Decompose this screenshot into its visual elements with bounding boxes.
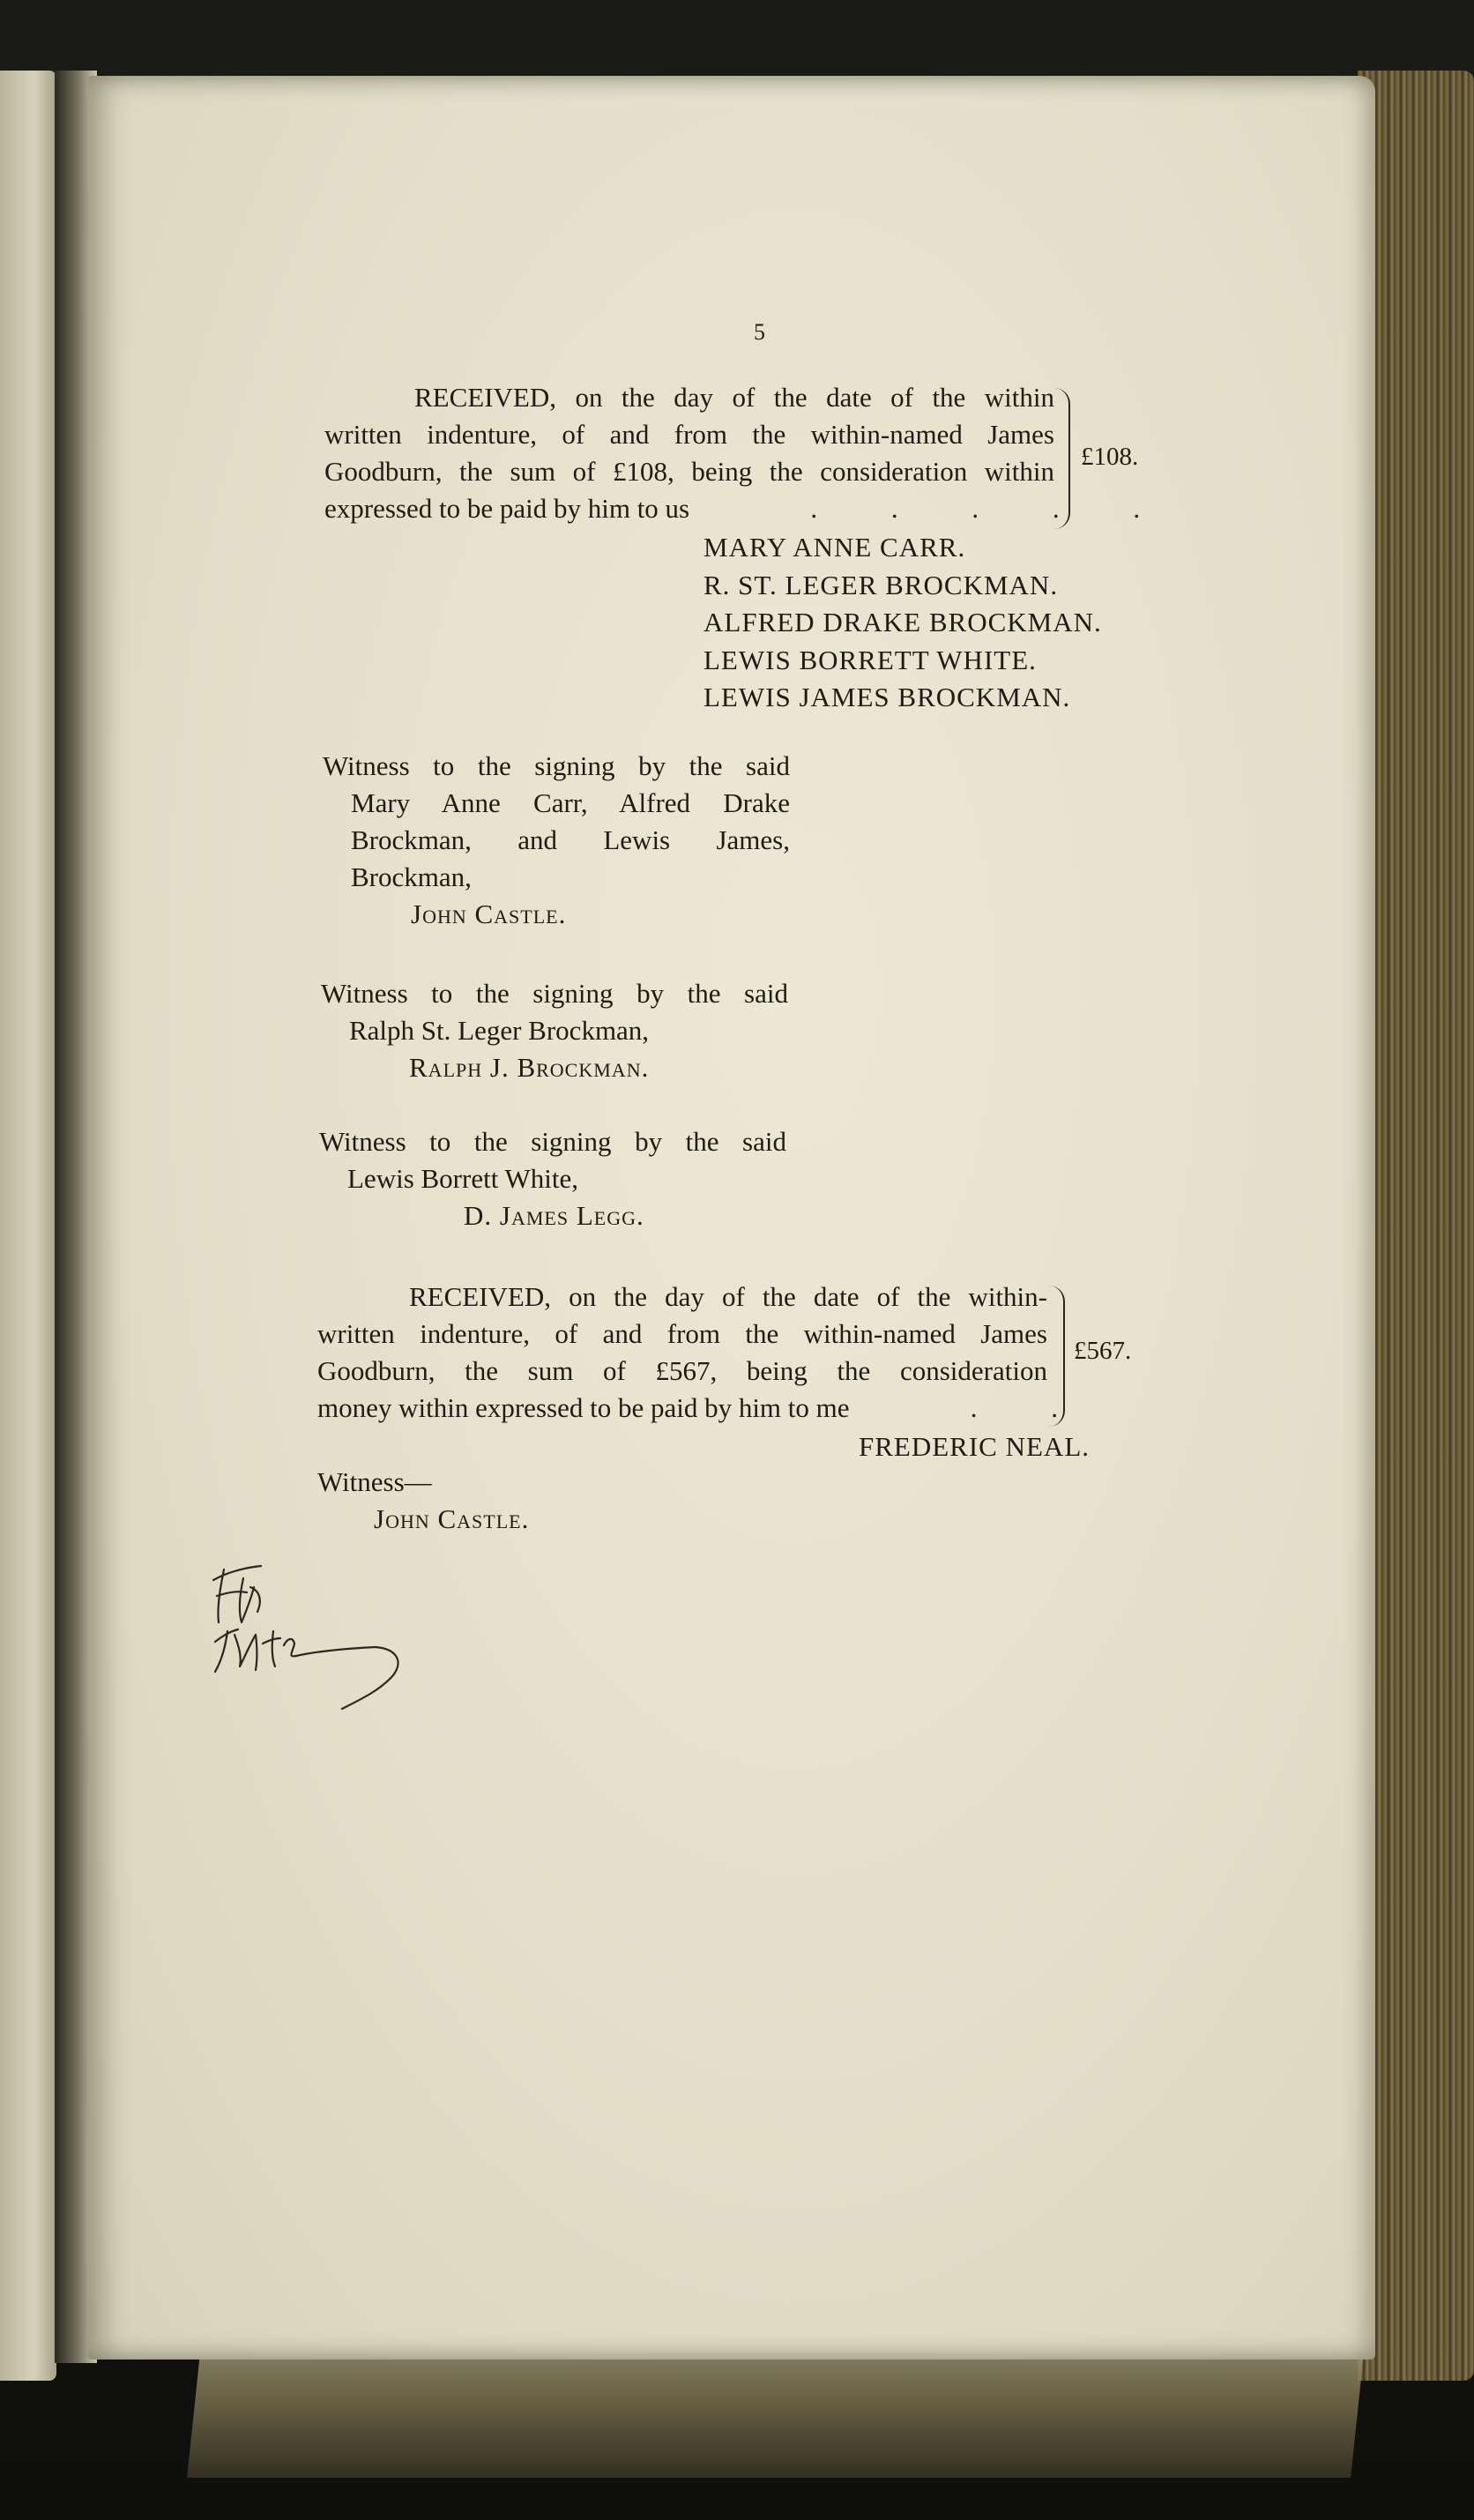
witness-b-line-1: Witness to the signing by the said xyxy=(321,978,788,1009)
signatory: FREDERIC NEAL. xyxy=(859,1431,1090,1462)
witness-a-line-1: Witness to the signing by the said xyxy=(323,750,790,781)
handwritten-initials xyxy=(208,1561,411,1763)
leader-dots: . . . . . xyxy=(689,493,1174,524)
receipt-2-line-2: written indenture, of and from the within-named James xyxy=(317,1318,1047,1349)
witness-a-line-2: Mary Anne Carr, Alfred Drake xyxy=(351,787,790,818)
brace-2 xyxy=(1049,1286,1065,1427)
signatory: LEWIS BORRETT WHITE. xyxy=(704,644,1037,675)
witness-block-d xyxy=(317,1464,670,1538)
signatories-1 xyxy=(704,529,1102,717)
receipt-paragraph-2 xyxy=(317,1279,1092,1427)
witness-c-line-2: Lewis Borrett White, xyxy=(347,1163,579,1194)
leader-dots: . . xyxy=(849,1392,1092,1423)
receipt-2-line-4-text: money within expressed to be paid by him to me xyxy=(317,1392,850,1423)
receipt-1-line-2: written indenture, of and from the within-named James xyxy=(324,419,1054,450)
receipt-2-line-4 xyxy=(317,1390,1092,1427)
witness-block-c xyxy=(319,1123,786,1234)
receipt-1-line-4 xyxy=(324,490,1174,527)
receipt-2-amount: £567. xyxy=(1074,1337,1132,1365)
receipt-2-signatory xyxy=(859,1428,1090,1466)
page-number: 5 xyxy=(754,319,765,345)
page-edges-bottom xyxy=(187,2345,1365,2478)
receipt-1-amount: £108. xyxy=(1081,443,1139,471)
witness-b-name: Ralph J. Brockman. xyxy=(409,1052,650,1083)
witness-c-name: D. James Legg. xyxy=(464,1200,644,1231)
signatory: ALFRED DRAKE BROCKMAN. xyxy=(704,607,1102,637)
witness-a-line-4: Brockman, xyxy=(351,861,472,892)
witness-c-line-1: Witness to the signing by the said xyxy=(319,1126,786,1157)
witness-d-name: John Castle. xyxy=(374,1503,530,1534)
witness-block-b xyxy=(321,975,788,1086)
witness-a-name: John Castle. xyxy=(411,898,567,929)
witness-block-a xyxy=(323,748,790,933)
witness-a-line-3: Brockman, and Lewis James, xyxy=(351,824,790,855)
signatory: R. ST. LEGER BROCKMAN. xyxy=(704,569,1059,600)
signatory: LEWIS JAMES BROCKMAN. xyxy=(704,682,1071,712)
receipt-1-line-1: RECEIVED, on the day of the date of the within xyxy=(414,382,1054,413)
receipt-1-line-3: Goodburn, the sum of £108, being the consideration within xyxy=(324,456,1054,487)
receipt-2-line-3: Goodburn, the sum of £567, being the consideration xyxy=(317,1355,1047,1386)
signatory: MARY ANNE CARR. xyxy=(704,532,966,563)
receipt-1-line-4-text: expressed to be paid by him to us xyxy=(324,493,690,524)
brace-1 xyxy=(1054,388,1070,529)
witness-b-line-2: Ralph St. Leger Brockman, xyxy=(349,1015,650,1046)
receipt-paragraph-1 xyxy=(324,379,1174,527)
witness-d-label: Witness— xyxy=(317,1466,432,1497)
receipt-2-line-1: RECEIVED, on the day of the date of the within- xyxy=(409,1281,1047,1312)
facing-page-edge xyxy=(0,71,56,2381)
